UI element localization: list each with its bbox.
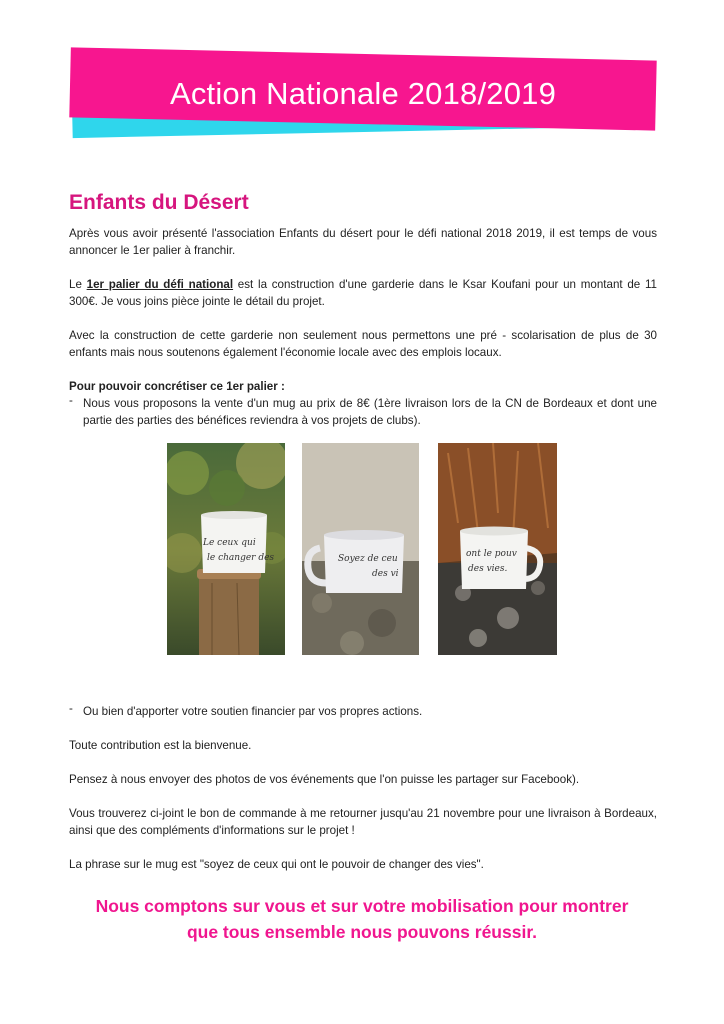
mug-photo-3 [438, 443, 557, 655]
contribution-paragraph: Toute contribution est la bienvenue. [69, 739, 252, 752]
page-title: Action Nationale 2018/2019 [169, 76, 557, 111]
closing-line-1: Nous comptons sur vous et sur votre mobilisation pour montrer [95, 896, 629, 916]
bullet-soutien-text: Ou bien d'apporter votre soutien financier par vos propres actions. [83, 705, 423, 718]
mug1-line1: Le ceux qui [203, 538, 256, 548]
palier-text-pre: Le [69, 278, 87, 291]
bullet-mug [69, 395, 657, 429]
concretiser-label: Pour pouvoir concrétiser ce 1er palier : [69, 380, 285, 393]
mug2-line2: des vi [372, 569, 399, 579]
bullet-mug-text: Nous vous proposons la vente d'un mug au prix de 8€ (1ère livraison lors de la CN de Bordeaux et dont une partie des parties des bénéfices reviendra à vos projets de clubs). [83, 397, 657, 427]
palier-highlight: 1er palier du défi national [86, 278, 234, 291]
bullet-dash: - [69, 394, 73, 407]
bullet-soutien [69, 703, 657, 720]
palier-text-post: est la construction d'une garderie dans le Ksar Koufani pour un montant de 11 300€. Je vous joins pièce jointe le détail du projet. [69, 278, 657, 308]
title-banner [66, 44, 660, 144]
section-heading: Enfants du Désert [69, 191, 249, 214]
intro-paragraph: Après vous avoir présenté l'association Enfants du désert pour le défi national 2018 2019, il est temps de vous annoncer le 1er palier à franchir. [69, 227, 657, 257]
closing-line-2: que tous ensemble nous pouvons réussir. [186, 922, 538, 942]
palier-paragraph [69, 276, 657, 310]
phrase-paragraph: La phrase sur le mug est "soyez de ceux qui ont le pouvoir de changer des vies". [69, 858, 484, 871]
garderie-paragraph: Avec la construction de cette garderie non seulement nous permettons une pré - scolarisation de plus de 30 enfants mais nous soutenons également l'économie locale avec des emplois locaux. [69, 329, 657, 359]
mug-photo-2 [302, 443, 419, 655]
mug3-line2: des vies. [468, 564, 508, 574]
mug-photos [167, 443, 557, 655]
mug3-line1: ont le pouv [466, 549, 517, 559]
mug1-line2: le changer des [207, 553, 275, 563]
bullet-dash: - [69, 702, 73, 715]
commande-paragraph: Vous trouverez ci-joint le bon de commande à me retourner jusqu'au 21 novembre pour une livraison à Bordeaux, ainsi que des compléments d'informations sur le projet ! [69, 807, 657, 837]
closing-message [40, 893, 684, 945]
mug-photo-1 [167, 443, 285, 655]
mug2-line1: Soyez de ceu [338, 554, 398, 564]
photos-paragraph: Pensez à nous envoyer des photos de vos événements que l'on puisse les partager sur Facebook). [69, 773, 580, 786]
